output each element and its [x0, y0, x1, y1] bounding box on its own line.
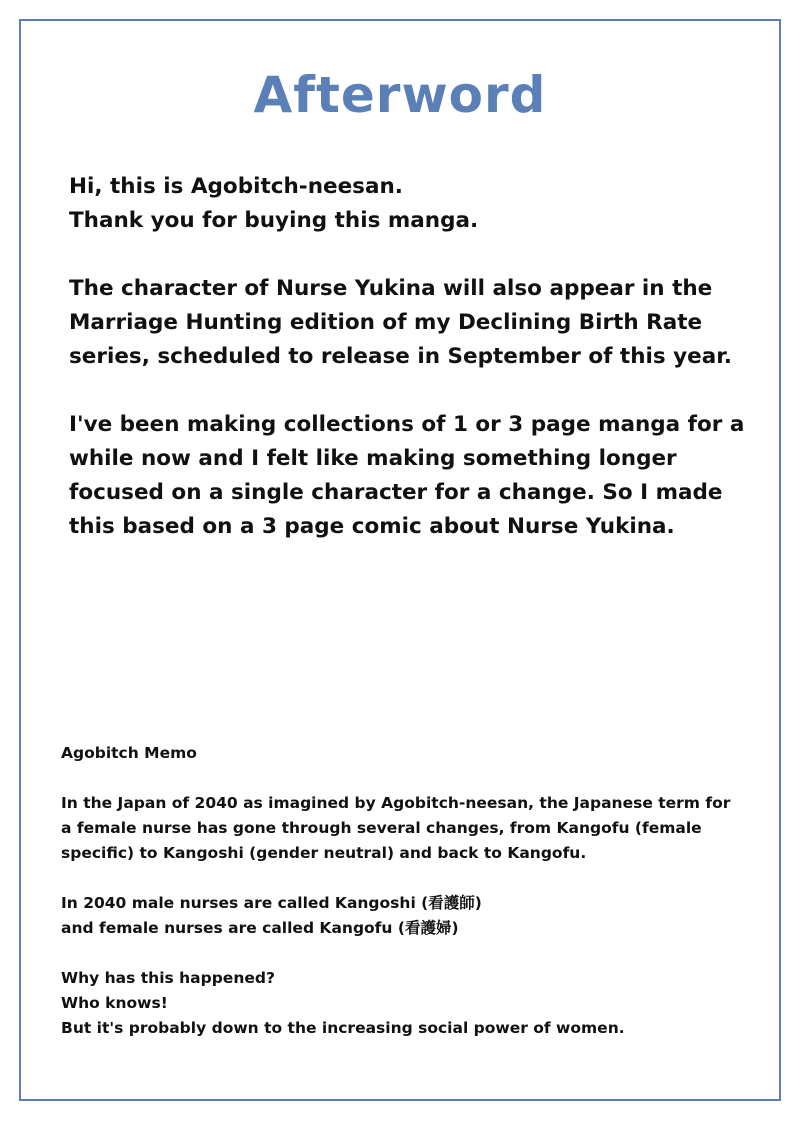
memo-line: a female nurse has gone through several changes, from Kangofu (female — [61, 819, 702, 837]
afterword-body — [69, 170, 769, 544]
background-paragraph — [69, 408, 769, 544]
memo-line: In the Japan of 2040 as imagined by Agobitch-neesan, the Japanese term for — [61, 794, 731, 812]
text-line: Marriage Hunting edition of my Declining Birth Rate — [69, 310, 703, 335]
text-line: focused on a single character for a change. So I made — [69, 480, 723, 505]
text-line: I've been making collections of 1 or 3 page manga for a — [69, 412, 745, 437]
text-line: Hi, this is Agobitch-neesan. — [69, 174, 403, 199]
text-line: The character of Nurse Yukina will also appear in the — [69, 276, 713, 301]
memo-line: In 2040 male nurses are called Kangoshi (看護師) — [61, 894, 482, 912]
memo-heading — [61, 741, 761, 766]
memo-line: Why has this happened? — [61, 969, 275, 987]
memo-line: specific) to Kangoshi (gender neutral) and back to Kangofu. — [61, 844, 587, 862]
text-line: while now and I felt like making something longer — [69, 446, 677, 471]
memo-paragraph — [61, 966, 761, 1041]
memo-heading-text: Agobitch Memo — [61, 744, 197, 762]
memo-paragraph — [61, 891, 761, 941]
intro-paragraph — [69, 170, 769, 238]
memo-line: But it's probably down to the increasing social power of women. — [61, 1019, 625, 1037]
text-line: Thank you for buying this manga. — [69, 208, 479, 233]
announcement-paragraph — [69, 272, 769, 374]
text-line: series, scheduled to release in September of this year. — [69, 344, 732, 369]
page-title: Afterword — [253, 66, 547, 124]
memo-line: Who knows! — [61, 994, 168, 1012]
memo-paragraph — [61, 791, 761, 866]
memo-line: and female nurses are called Kangofu (看護婦) — [61, 919, 459, 937]
text-line: this based on a 3 page comic about Nurse Yukina. — [69, 514, 675, 539]
memo-section — [61, 741, 761, 1041]
